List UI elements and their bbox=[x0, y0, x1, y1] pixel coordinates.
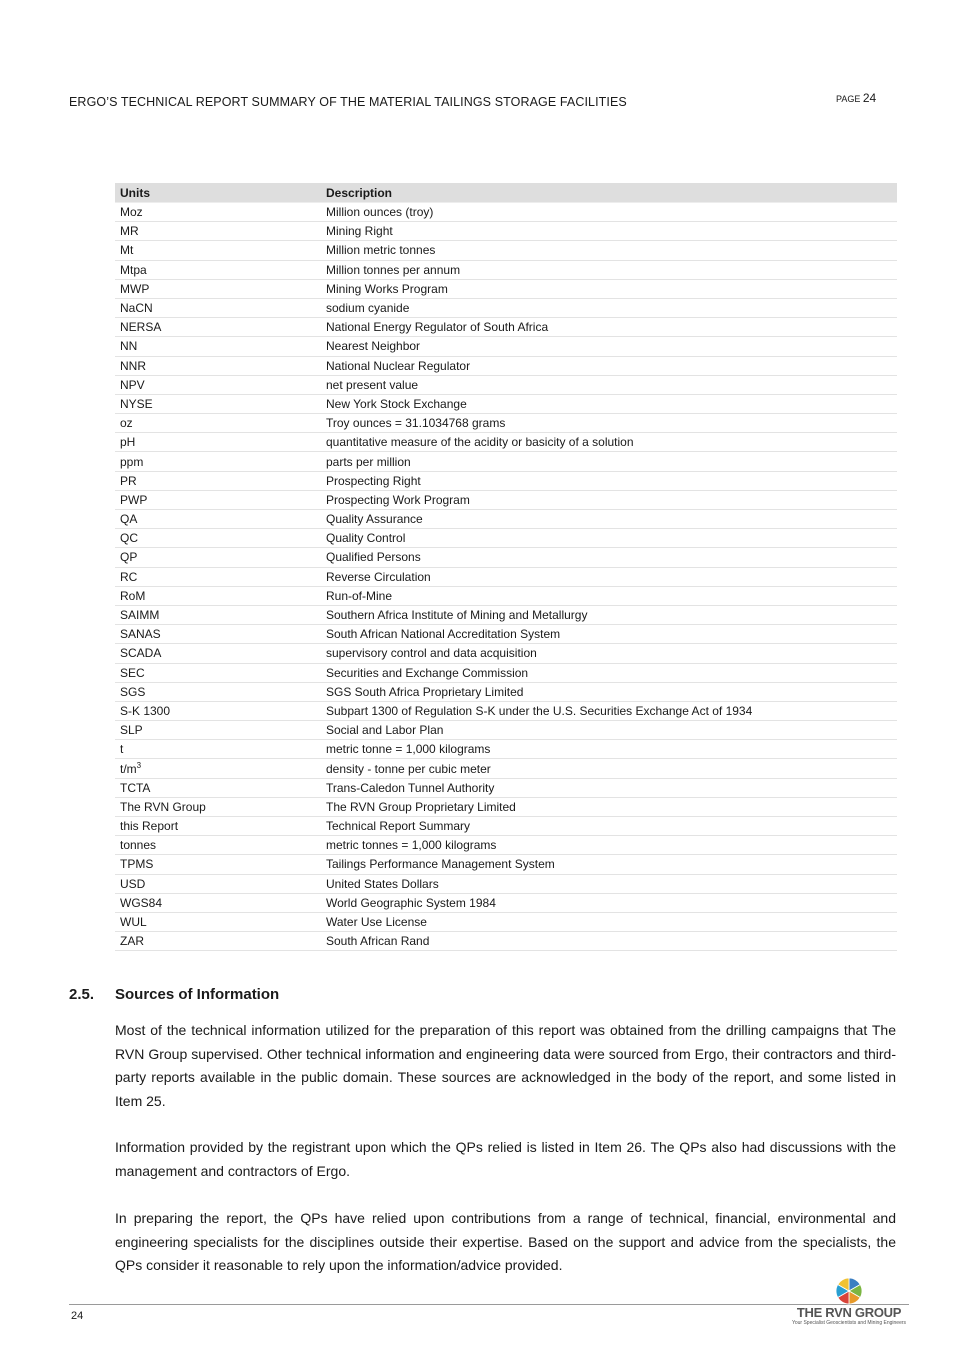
unit-text: SANAS bbox=[120, 627, 161, 642]
table-row bbox=[115, 932, 897, 951]
table-row bbox=[115, 874, 897, 893]
description-cell: Social and Labor Plan bbox=[321, 721, 897, 740]
paragraph-sources: Most of the technical information utilized for the preparation of this report was obtained from the drilling campaigns that The RVN Group supervised. Other technical information and engineering data were sourced from Ergo, their contractors and third-party reports available in the public domain. These sources are acknowledged in the body of the report, and some listed in Item 25. bbox=[115, 1022, 896, 1109]
unit-text: RC bbox=[120, 569, 138, 584]
unit-text: NERSA bbox=[120, 320, 162, 335]
table-row bbox=[115, 222, 897, 241]
table-row bbox=[115, 567, 897, 586]
unit-cell bbox=[115, 663, 321, 682]
description-cell: National Energy Regulator of South Africa bbox=[321, 318, 897, 337]
description-cell: SGS South Africa Proprietary Limited bbox=[321, 682, 897, 701]
unit-cell bbox=[115, 337, 321, 356]
description-cell: Troy ounces = 31.1034768 grams bbox=[321, 414, 897, 433]
table-row bbox=[115, 548, 897, 567]
footer-page-number: 24 bbox=[71, 1310, 84, 1322]
paragraph-registrant: Information provided by the registrant upon which the QPs relied is listed in Item 26. The QPs also had discussions with the management and contractors of Ergo. bbox=[115, 1139, 896, 1179]
unit-text: TPMS bbox=[120, 857, 154, 872]
unit-cell bbox=[115, 605, 321, 624]
unit-cell bbox=[115, 682, 321, 701]
unit-cell bbox=[115, 778, 321, 797]
unit-text: WGS84 bbox=[120, 895, 163, 910]
unit-text: PWP bbox=[120, 492, 148, 507]
description-cell: Prospecting Work Program bbox=[321, 490, 897, 509]
description-cell: Securities and Exchange Commission bbox=[321, 663, 897, 682]
description-cell: quantitative measure of the acidity or basicity of a solution bbox=[321, 433, 897, 452]
unit-cell bbox=[115, 740, 321, 759]
table-row bbox=[115, 260, 897, 279]
table-header-row bbox=[115, 183, 897, 203]
description-cell: South African National Accreditation System bbox=[321, 625, 897, 644]
unit-superscript: 3 bbox=[136, 760, 142, 770]
rvn-group-logo bbox=[788, 1276, 910, 1330]
table-row bbox=[115, 682, 897, 701]
unit-cell bbox=[115, 912, 321, 931]
logo-pie-icon bbox=[834, 1276, 864, 1306]
unit-cell bbox=[115, 586, 321, 605]
table-row bbox=[115, 605, 897, 624]
unit-cell bbox=[115, 452, 321, 471]
description-cell: Million tonnes per annum bbox=[321, 260, 897, 279]
description-cell: Reverse Circulation bbox=[321, 567, 897, 586]
description-cell: The RVN Group Proprietary Limited bbox=[321, 797, 897, 816]
description-cell: sodium cyanide bbox=[321, 298, 897, 317]
description-cell: Nearest Neighbor bbox=[321, 337, 897, 356]
unit-text: this Report bbox=[120, 819, 179, 834]
logo-wordmark: THE RVN GROUP bbox=[796, 1305, 902, 1320]
unit-text: NYSE bbox=[120, 396, 153, 411]
description-cell: South African Rand bbox=[321, 932, 897, 951]
table-row bbox=[115, 414, 897, 433]
unit-cell bbox=[115, 701, 321, 720]
table-row bbox=[115, 644, 897, 663]
table-row bbox=[115, 836, 897, 855]
unit-cell bbox=[115, 490, 321, 509]
unit-text: PR bbox=[120, 473, 137, 488]
unit-text: QC bbox=[120, 531, 138, 546]
unit-text: SEC bbox=[120, 665, 145, 680]
table-row bbox=[115, 510, 897, 529]
table-row bbox=[115, 241, 897, 260]
description-cell: World Geographic System 1984 bbox=[321, 893, 897, 912]
unit-cell bbox=[115, 874, 321, 893]
description-cell: metric tonnes = 1,000 kilograms bbox=[321, 836, 897, 855]
table-row bbox=[115, 817, 897, 836]
unit-cell bbox=[115, 260, 321, 279]
table-row bbox=[115, 452, 897, 471]
footer-divider bbox=[69, 1304, 909, 1305]
unit-text: t bbox=[120, 742, 124, 757]
header-page-number: 24 bbox=[862, 91, 877, 105]
unit-text: QA bbox=[120, 512, 138, 527]
unit-text: MWP bbox=[120, 281, 150, 296]
paragraph-specialists: In preparing the report, the QPs have relied upon contributions from a range of technical, financial, environmental and engineering specialists for the disciplines outside their expertise. Based on the support and advice from the specialists, the QPs consider it reasonable to rely upon the information/advice provided. bbox=[115, 1210, 896, 1273]
table-row bbox=[115, 759, 897, 778]
description-cell: Run-of-Mine bbox=[321, 586, 897, 605]
unit-text: NPV bbox=[120, 377, 145, 392]
description-cell: United States Dollars bbox=[321, 874, 897, 893]
section-heading bbox=[69, 986, 279, 1003]
description-cell: Mining Right bbox=[321, 222, 897, 241]
description-cell: parts per million bbox=[321, 452, 897, 471]
unit-cell bbox=[115, 817, 321, 836]
unit-cell bbox=[115, 414, 321, 433]
description-cell: density - tonne per cubic meter bbox=[321, 759, 897, 778]
description-cell: Tailings Performance Management System bbox=[321, 855, 897, 874]
unit-text: pH bbox=[120, 435, 136, 450]
description-cell: Million ounces (troy) bbox=[321, 203, 897, 222]
unit-cell bbox=[115, 932, 321, 951]
table-row bbox=[115, 893, 897, 912]
unit-text: RoM bbox=[120, 588, 146, 603]
header-page-label bbox=[836, 91, 876, 105]
table-row bbox=[115, 433, 897, 452]
unit-text: SLP bbox=[120, 723, 143, 738]
description-cell: Mining Works Program bbox=[321, 279, 897, 298]
unit-text: ppm bbox=[120, 454, 144, 469]
unit-cell bbox=[115, 529, 321, 548]
description-cell: Million metric tonnes bbox=[321, 241, 897, 260]
header-description: Description bbox=[321, 183, 897, 203]
description-cell: Quality Control bbox=[321, 529, 897, 548]
unit-cell bbox=[115, 241, 321, 260]
unit-text: SGS bbox=[120, 684, 146, 699]
table-row bbox=[115, 740, 897, 759]
unit-cell bbox=[115, 510, 321, 529]
table-row bbox=[115, 625, 897, 644]
table-row bbox=[115, 701, 897, 720]
description-cell: net present value bbox=[321, 375, 897, 394]
table-row bbox=[115, 529, 897, 548]
unit-text: MR bbox=[120, 224, 139, 239]
table-row bbox=[115, 356, 897, 375]
unit-text: Mtpa bbox=[120, 262, 147, 277]
unit-cell bbox=[115, 644, 321, 663]
unit-text: NaCN bbox=[120, 301, 153, 316]
unit-cell bbox=[115, 375, 321, 394]
unit-text: SCADA bbox=[120, 646, 162, 661]
table-row bbox=[115, 797, 897, 816]
logo-tagline: Your Specialist Geoscientists and Mining Engineers bbox=[791, 1320, 907, 1326]
unit-cell bbox=[115, 203, 321, 222]
unit-text: ZAR bbox=[120, 934, 144, 949]
table-row bbox=[115, 778, 897, 797]
unit-text: NNR bbox=[120, 358, 146, 373]
description-cell: Quality Assurance bbox=[321, 510, 897, 529]
description-cell: supervisory control and data acquisition bbox=[321, 644, 897, 663]
unit-cell bbox=[115, 759, 321, 778]
unit-cell bbox=[115, 471, 321, 490]
unit-cell bbox=[115, 855, 321, 874]
unit-cell bbox=[115, 625, 321, 644]
unit-cell bbox=[115, 394, 321, 413]
unit-text: Moz bbox=[120, 205, 143, 220]
table-row bbox=[115, 586, 897, 605]
unit-text: tonnes bbox=[120, 838, 157, 853]
table-row bbox=[115, 298, 897, 317]
table-row bbox=[115, 663, 897, 682]
unit-cell bbox=[115, 548, 321, 567]
unit-text: t/m bbox=[120, 761, 137, 776]
unit-text: WUL bbox=[120, 915, 147, 930]
unit-cell bbox=[115, 893, 321, 912]
header-units: Units bbox=[115, 183, 321, 203]
unit-text: QP bbox=[120, 550, 138, 565]
description-cell: National Nuclear Regulator bbox=[321, 356, 897, 375]
unit-cell bbox=[115, 318, 321, 337]
table-row bbox=[115, 471, 897, 490]
unit-cell bbox=[115, 222, 321, 241]
unit-cell bbox=[115, 836, 321, 855]
description-cell: New York Stock Exchange bbox=[321, 394, 897, 413]
table-body bbox=[115, 203, 897, 951]
unit-cell bbox=[115, 433, 321, 452]
table-row bbox=[115, 318, 897, 337]
description-cell: metric tonne = 1,000 kilograms bbox=[321, 740, 897, 759]
unit-cell bbox=[115, 721, 321, 740]
unit-cell bbox=[115, 356, 321, 375]
unit-text: TCTA bbox=[120, 780, 151, 795]
unit-cell bbox=[115, 797, 321, 816]
table-row bbox=[115, 279, 897, 298]
table-row bbox=[115, 721, 897, 740]
unit-text: USD bbox=[120, 876, 146, 891]
table-row bbox=[115, 375, 897, 394]
table-row bbox=[115, 490, 897, 509]
description-cell: Prospecting Right bbox=[321, 471, 897, 490]
table-row bbox=[115, 394, 897, 413]
description-cell: Southern Africa Institute of Mining and Metallurgy bbox=[321, 605, 897, 624]
unit-text: SAIMM bbox=[120, 608, 160, 623]
description-cell: Qualified Persons bbox=[321, 548, 897, 567]
unit-text: S-K 1300 bbox=[120, 703, 171, 718]
description-cell: Subpart 1300 of Regulation S-K under the U.S. Securities Exchange Act of 1934 bbox=[321, 701, 897, 720]
table-row bbox=[115, 337, 897, 356]
description-cell: Trans-Caledon Tunnel Authority bbox=[321, 778, 897, 797]
unit-cell bbox=[115, 298, 321, 317]
description-cell: Technical Report Summary bbox=[321, 817, 897, 836]
section-number: 2.5. bbox=[69, 986, 95, 1003]
table-row bbox=[115, 203, 897, 222]
section-title: Sources of Information bbox=[115, 986, 280, 1003]
page-prefix: PAGE bbox=[836, 94, 861, 104]
unit-text: Mt bbox=[120, 243, 134, 258]
unit-cell bbox=[115, 279, 321, 298]
units-table bbox=[115, 183, 897, 951]
unit-cell bbox=[115, 567, 321, 586]
unit-text: The RVN Group bbox=[120, 799, 206, 814]
table-row bbox=[115, 855, 897, 874]
unit-text: oz bbox=[120, 416, 133, 431]
report-header-title: ERGO’S TECHNICAL REPORT SUMMARY OF THE MATERIAL TAILINGS STORAGE FACILITIES bbox=[69, 95, 627, 109]
table-row bbox=[115, 912, 897, 931]
description-cell: Water Use License bbox=[321, 912, 897, 931]
unit-text: NN bbox=[120, 339, 138, 354]
